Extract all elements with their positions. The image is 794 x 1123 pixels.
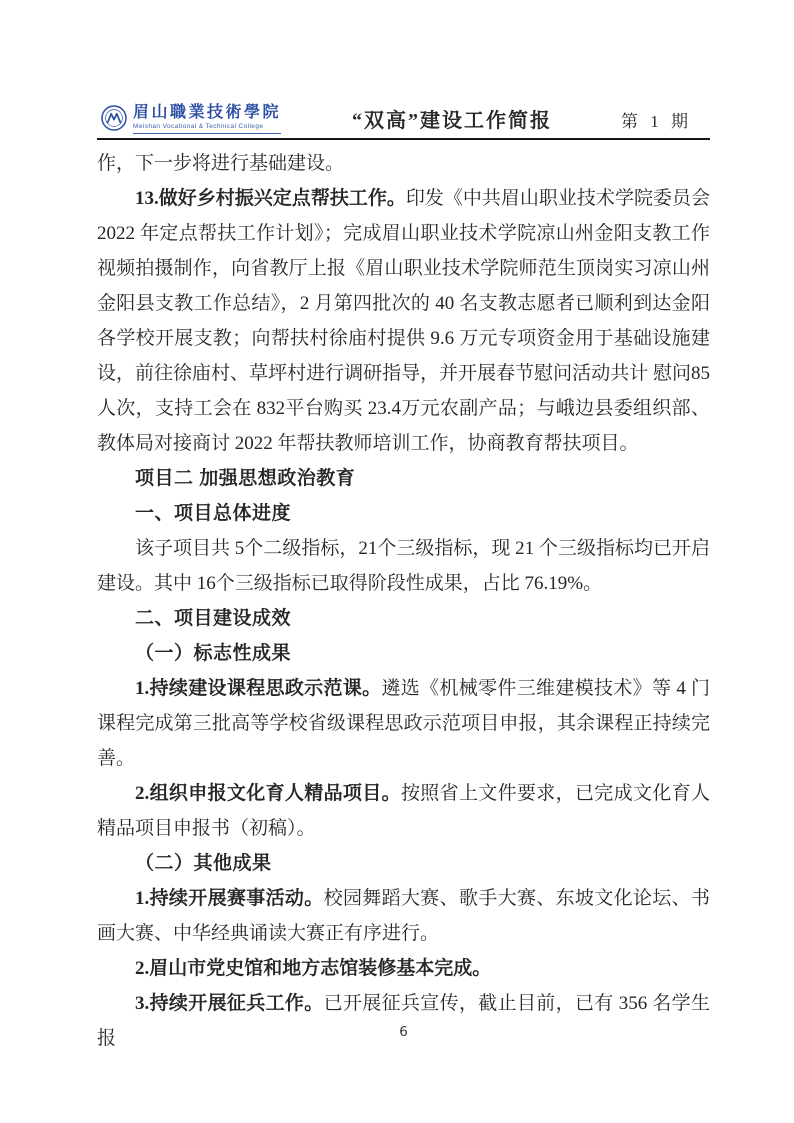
text-run: 该子项目共 5个二级指标，21个三级指标，现 21 个三级指标均已开启建设。其中 16个三级指标已取得阶段性成果，占比 76.19%。 [97,538,710,594]
section-heading [97,636,710,671]
text-run: 二、项目建设成效 [135,608,292,629]
text-run: 印发《中共眉山职业技术学院委员会 2022 年定点帮扶工作计划》；完成眉山职业技术学院凉山州金阳支教工作视频拍摄制作，向省教厅上报《眉山职业技术学院师范生顶岗实习凉山州金阳县支教工作总结》，2 月第四批次的 40 名支教志愿者已顺利到达金阳各学校开展支教；向帮扶村徐庙村提供 9.6 万元专项资金用于基础设施建设，前往徐庙村、草坪村进行调研指导，并开展春节慰问活动共计 慰问85 人次，支持工会在 832平台购买 23.4万元农副产品；与峨边县委组织部、教体局对接商讨 2022 年帮扶教师培训工作，协商教育帮扶项目。 [97,188,710,454]
college-name-cn: 眉山職業技術學院 [133,104,282,121]
paragraph [97,531,710,601]
section-heading [97,461,710,496]
college-name [133,104,281,134]
issue-number: 第 1 期 [621,112,692,131]
text-run: 按照省上文件要求，已完成文化育人精品项目申报书（初稿）。 [97,783,710,839]
page-number: 6 [399,1024,408,1040]
paragraph [97,776,710,846]
paragraph [97,181,710,461]
college-name-en: Meishan Vocational & Technical College [133,123,281,134]
bold-lead-text: 3.持续开展征兵工作。 [135,993,324,1014]
text-run: （二）其他成果 [135,853,272,874]
paragraph [97,951,710,986]
college-logo [101,104,281,136]
section-heading [97,496,710,531]
text-run: 作，下一步将进行基础建设。 [97,153,345,174]
section-heading [97,601,710,636]
text-run: 校园舞蹈大赛、歌手大赛、东坡文化论坛、书画大赛、中华经典诵读大赛正有序进行。 [97,888,710,944]
text-run: 项目二 加强思想政治教育 [135,468,356,489]
bold-lead-text: 1.持续建设课程思政示范课。 [135,678,382,699]
bold-lead-text: 1.持续开展赛事活动。 [135,888,324,909]
paragraph [97,671,710,776]
section-heading [97,846,710,881]
document-body [97,146,710,1056]
bulletin-title: “双高”建设工作简报 [352,110,552,132]
paragraph [97,146,710,181]
text-run: 一、项目总体进度 [135,503,292,524]
text-run: （一）标志性成果 [135,643,292,664]
paragraph [97,881,710,951]
bold-lead-text: 13.做好乡村振兴定点帮扶工作。 [135,188,406,209]
page-header [0,0,794,145]
header-rule [97,138,710,140]
text-run: 已开展征兵宣传，截止目前，已有 356 名学生报 [97,993,710,1049]
bold-lead-text: 2.组织申报文化育人精品项目。 [135,783,401,804]
text-run: 遴选《机械零件三维建模技术》等 4 门课程完成第三批高等学校省级课程思政示范项目申报，其余课程正持续完善。 [97,678,710,769]
bold-lead-text: 2.眉山市党史馆和地方志馆装修基本完成。 [135,958,492,979]
college-emblem-icon [101,105,127,136]
